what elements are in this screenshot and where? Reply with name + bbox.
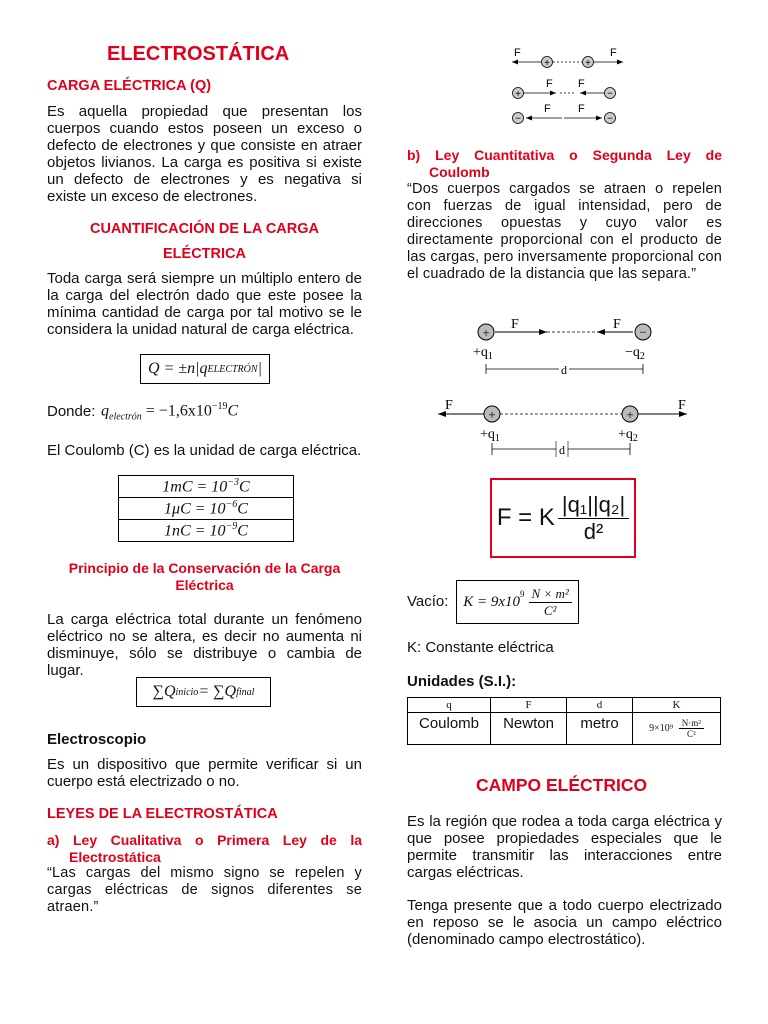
donde-exp: −19	[211, 401, 228, 412]
unit-cell: $1mC = 10^{-3}C$	[119, 476, 294, 498]
donde-unit: C	[227, 402, 239, 420]
force-label-f: F	[544, 103, 551, 115]
leyes-heading: LEYES DE LA ELECTROSTÁTICA	[47, 806, 278, 822]
svg-text:−: −	[639, 324, 647, 340]
conservation-formula	[136, 677, 271, 707]
force-label-f: F	[511, 317, 519, 332]
table-header-row	[408, 698, 721, 713]
distance-label: d	[559, 443, 565, 457]
coulomb-law-formula	[490, 478, 636, 558]
arrow-head	[596, 116, 602, 121]
svg-text:−: −	[607, 113, 613, 125]
electroscopio-text: Es un dispositivo que permite verificar si un cuerpo está electrizado o no.	[47, 756, 362, 790]
arrow-head	[512, 60, 518, 65]
table-row	[408, 713, 721, 745]
repulsion-diagram	[430, 393, 695, 461]
formula-fraction	[558, 492, 629, 545]
cuantificacion-heading-1: CUANTIFICACIÓN DE LA CARGA	[89, 221, 320, 237]
distance-label: d	[561, 363, 567, 377]
ley-a-line-1: a) Ley Cualitativa o Primera Ley de la	[47, 832, 362, 848]
table-cell	[633, 713, 721, 745]
svg-text:+: +	[544, 58, 550, 69]
table-header: d	[567, 698, 633, 713]
campo-text-2: Tenga presente que a todo cuerpo electrizado en reposo se le asocia un campo eléctrico (denominado campo electrostático).	[407, 897, 722, 948]
sum-eq: = ∑Q	[198, 683, 237, 700]
electroscopio-heading: Electroscopio	[47, 731, 147, 748]
charge-quantization-formula	[140, 354, 270, 384]
charge-label-q2: $-q_2$	[625, 345, 645, 362]
svg-text:+: +	[585, 58, 591, 69]
charge-label-q1: $+q_1$	[473, 345, 493, 362]
donde-value: = −1,6x10	[141, 402, 212, 420]
unit-cell: $1nC = 10^{-9}C$	[119, 520, 294, 542]
arrow-head	[597, 329, 605, 335]
k-text: K: Constante eléctrica	[407, 639, 554, 656]
campo-heading: CAMPO ELÉCTRICO	[476, 775, 648, 795]
k-denominator: C²	[543, 602, 557, 618]
unit-multiples-table	[118, 475, 294, 542]
si-units-table	[407, 697, 721, 745]
k-constant-formula	[456, 580, 579, 624]
principio-heading-1: Principio de la Conservación de la Carga	[68, 560, 341, 576]
charge-label-q1: $+q_1$	[480, 427, 500, 444]
table-row	[119, 520, 294, 542]
cuantificacion-heading-2: ELÉCTRICA	[163, 246, 246, 262]
svg-text:−: −	[607, 88, 613, 100]
force-label-f: F	[445, 398, 453, 413]
k-unit-fraction	[679, 718, 704, 739]
table-header: q	[408, 698, 491, 713]
svg-text:+: +	[515, 89, 521, 100]
cuantificacion-text: Toda carga será siempre un múltiplo entero de la carga del electrón dado que este posee la mínima cantidad de carga por tal motivo se le considera la unidad natural de carga eléctrica.	[47, 270, 362, 338]
force-label-f: F	[578, 78, 585, 90]
k-value: 9×10⁹	[649, 722, 674, 734]
arrow-head	[526, 116, 532, 121]
table-cell: metro	[567, 713, 633, 745]
table-row	[119, 476, 294, 498]
ley-b-quote: “Dos cuerpos cargados se atraen o repelen con fuerzas de igual intensidad, pero de direcciones opuestas y cuyo valor es directamente proporcional con el producto de las cargas, pero inversamente proporcional con el cuadrado de la distancia que las separa.”	[407, 181, 722, 282]
k-fraction	[529, 586, 572, 619]
k-unit-den: C²	[686, 729, 696, 739]
ley-b-line-1: b) Ley Cuantitativa o Segunda Ley de	[407, 147, 722, 163]
formula-denominator: d²	[583, 518, 604, 544]
table-cell: Newton	[491, 713, 567, 745]
force-label-f: F	[546, 78, 553, 90]
force-label-f: F	[610, 47, 617, 59]
campo-text: Es la región que rodea a toda carga eléctrica y que posee propiedades especiales que le permite transmitir las interacciones entre cargas eléctricas.	[407, 813, 722, 881]
ley-a-quote: “Las cargas del mismo signo se repelen y cargas eléctricas de signos diferentes se atraen.”	[47, 865, 362, 915]
sum-sub-b: final	[236, 686, 255, 698]
page-title: ELECTROSTÁTICA	[107, 43, 290, 65]
arrow-head	[550, 91, 556, 96]
coulomb-text: El Coulomb (C) es la unidad de carga eléctrica.	[47, 442, 362, 459]
table-row	[119, 498, 294, 520]
svg-text:+: +	[482, 325, 490, 340]
vacio-label: Vacío:	[407, 593, 449, 610]
principio-heading-2: Eléctrica	[175, 577, 234, 593]
table-header: F	[491, 698, 567, 713]
formula-q-bar: |	[257, 360, 262, 377]
donde-q: q	[101, 402, 109, 420]
svg-text:−: −	[515, 113, 521, 125]
k-exp: 9	[520, 589, 525, 599]
unidades-heading: Unidades (S.I.):	[407, 673, 517, 690]
ley-a-line-2: Electrostática	[69, 849, 161, 865]
electron-charge-formula	[101, 401, 238, 423]
arrow-head	[539, 329, 547, 335]
force-label-f: F	[514, 47, 521, 59]
table-cell: Coulomb	[408, 713, 491, 745]
charge-interaction-diagram	[500, 42, 635, 127]
arrow-head	[617, 60, 623, 65]
k-numerator: N × m²	[529, 586, 572, 603]
donde-label: Donde:	[47, 403, 96, 420]
unit-cell: $1\mu C = 10^{-6}C$	[119, 498, 294, 520]
force-label-f: F	[678, 398, 686, 413]
sum-sub-a: inicio	[175, 686, 199, 698]
principio-text: La carga eléctrica total durante un fenómeno eléctrico no se altera, es decir no aumenta ni disminuye, sólo se distribuye o cambia de lugar.	[47, 611, 362, 679]
table-header: K	[633, 698, 721, 713]
force-label-f: F	[613, 317, 621, 332]
formula-lhs: F = K	[496, 504, 555, 531]
svg-text:+: +	[626, 407, 634, 422]
donde-sub: electrón	[109, 411, 142, 423]
k-lhs: K = 9x10	[463, 593, 521, 610]
ley-b-line-2: Coulomb	[429, 164, 490, 180]
carga-heading: CARGA ELÉCTRICA (Q)	[47, 78, 212, 94]
attraction-diagram	[465, 312, 675, 382]
force-label-f: F	[578, 103, 585, 115]
arrow-head	[580, 91, 586, 96]
carga-text: Es aquella propiedad que presentan los cuerpos cuando estos poseen un exceso o defecto de electrones y que consiste en atraer objetos livianos. La carga es positiva si existe un defecto de electrones y es negativa si existe un exceso de electrones.	[47, 103, 362, 205]
charge-label-q2: $+q_2$	[618, 427, 638, 444]
k-unit-num: N·m²	[679, 718, 704, 729]
svg-text:+: +	[488, 407, 496, 422]
formula-q-sub: ELECTRÓN	[207, 363, 258, 375]
sum-a: ∑Q	[152, 683, 176, 700]
formula-numerator: |q₁||q₂|	[558, 492, 629, 519]
formula-q: Q = ±n|q	[148, 360, 208, 377]
